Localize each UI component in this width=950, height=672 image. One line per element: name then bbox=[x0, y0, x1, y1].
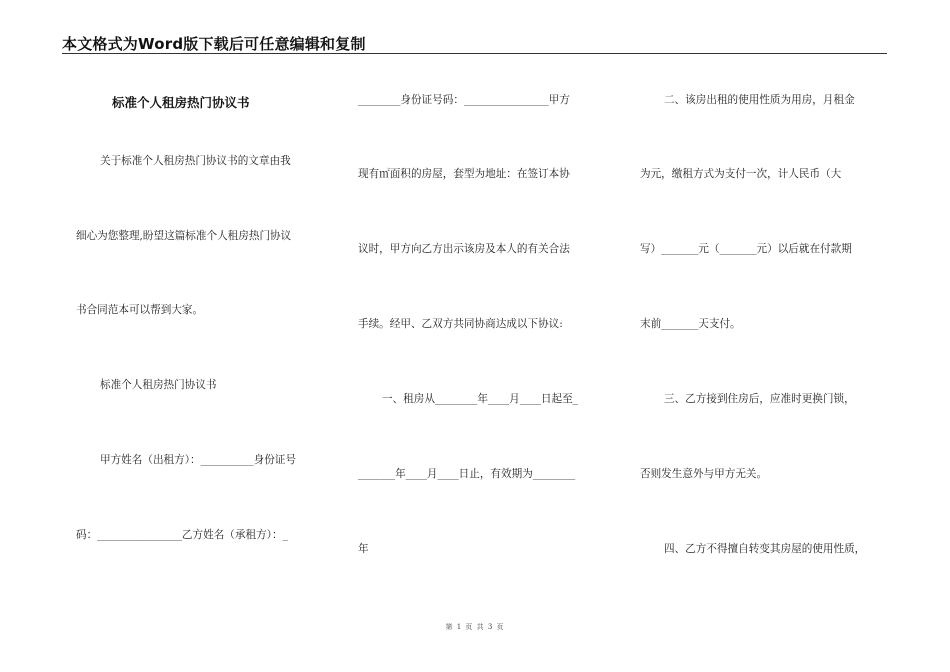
paragraph-line: 码：________________乙方姓名（承租方）：_ bbox=[76, 529, 288, 541]
document-title: 标准个人租房热门协议书 bbox=[112, 95, 250, 110]
document-header-title: 本文格式为Word版下载后可任意编辑和复制 bbox=[62, 35, 366, 53]
paragraph-line: ________身份证号码：________________甲方 bbox=[358, 94, 570, 106]
paragraph-line: 三、乙方接到住房后，应准时更换门锁， bbox=[664, 393, 855, 405]
paragraph-line: _______年____月____日止，有效期为________ bbox=[358, 468, 576, 480]
paragraph-line: 否则发生意外与甲方无关。 bbox=[640, 468, 768, 480]
paragraph-line: 书合同范本可以帮到大家。 bbox=[76, 304, 204, 316]
paragraph-line: 甲方姓名（出租方）：__________身份证号 bbox=[100, 454, 296, 466]
paragraph-line: 一、租房从________年____月____日起至_ bbox=[382, 393, 578, 405]
paragraph-line: 末前_______天支付。 bbox=[640, 318, 741, 330]
paragraph-line: 为元，缴租方式为支付一次，计人民币（大 bbox=[640, 168, 842, 180]
paragraph-line: 关于标准个人租房热门协议书的文章由我 bbox=[100, 155, 291, 167]
text-column-3 bbox=[640, 0, 890, 672]
paragraph-line: 四、乙方不得擅自转变其房屋的使用性质， bbox=[664, 543, 866, 555]
paragraph-line: 年 bbox=[358, 543, 369, 555]
page-number-footer: 第 1 页 共 3 页 bbox=[445, 623, 505, 631]
text-column-1 bbox=[74, 0, 334, 672]
text-column-2 bbox=[358, 0, 608, 672]
paragraph-line: 二、该房出租的使用性质为用房，月租金 bbox=[664, 94, 855, 106]
paragraph-line: 议时，甲方向乙方出示该房及本人的有关合法 bbox=[358, 243, 570, 255]
paragraph-line: 标准个人租房热门协议书 bbox=[100, 379, 217, 391]
paragraph-line: 手续。经甲、乙双方共同协商达成以下协议: bbox=[358, 318, 563, 330]
paragraph-line: 现有㎡面积的房屋，套型为地址：在签订本协 bbox=[358, 168, 570, 180]
paragraph-line: 写）_______元（_______元）以后就在付款期 bbox=[640, 243, 852, 255]
paragraph-line: 细心为您整理,盼望这篇标准个人租房热门协议 bbox=[76, 230, 292, 242]
